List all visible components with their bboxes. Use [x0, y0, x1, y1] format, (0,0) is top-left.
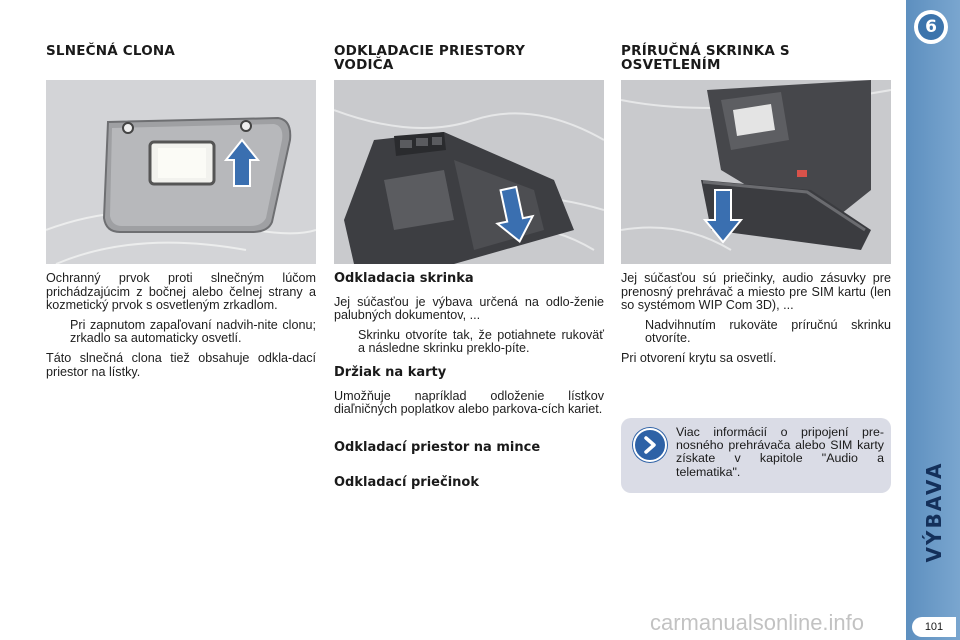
card-holder-heading: Držiak na karty — [334, 364, 447, 380]
sun-visor-bullet-text: Pri zapnutom zapaľovaní nadvih-nite clonu; zrkadlo sa automaticky osvetlí. — [70, 317, 316, 346]
coin-storage-heading: Odkladací priestor na mince — [334, 439, 541, 455]
chapter-number: 6 — [918, 14, 944, 40]
sun-visor-text — [46, 272, 316, 385]
driver-storage-text — [334, 272, 604, 500]
glovebox-intro: Jej súčasťou sú priečinky, audio zásuvky pre prenosný prehrávač a miesto pre SIM kartu (len so systémom WIP Com 3D), ... — [621, 271, 891, 313]
info-box — [621, 418, 891, 493]
storage-box-heading: Odkladacia skrinka — [334, 271, 474, 286]
driver-storage-illustration — [334, 80, 604, 264]
sun-visor-bullet — [46, 319, 316, 346]
storage-box-text: Jej súčasťou je výbava určená na odlo-ženie palubných dokumentov, ... — [334, 294, 604, 323]
sun-visor-intro: Ochranný prvok proti slnečným lúčom prichádzajúcim z bočnej alebo čelnej strany a kozmetický prvok s osvetleným zrkadlom. — [46, 271, 316, 313]
glovebox-note: Pri otvorení krytu sa osvetlí. — [621, 350, 777, 365]
chapter-badge — [914, 10, 948, 44]
chevron-right-icon — [633, 428, 667, 462]
chapter-label: VÝBAVA — [922, 461, 946, 563]
storage-box-bullet-text: Skrinku otvoríte tak, že potiahnete rukoväť a následne skrinku preklo-píte. — [358, 327, 604, 356]
watermark: carmanualsonline.info — [650, 610, 865, 635]
tray-heading: Odkladací priečinok — [334, 475, 479, 491]
sun-visor-note: Táto slnečná clona tiež obsahuje odkla-dací priestor na lístky. — [46, 350, 316, 379]
sun-visor-illustration — [46, 80, 316, 264]
glovebox-bullet-text: Nadvihnutím rukoväte príručnú skrinku otvoríte. — [645, 317, 891, 346]
glovebox-title: PRÍRUČNÁ SKRINKA S OSVETLENÍM — [621, 43, 790, 73]
storage-box-bullet — [334, 329, 604, 356]
page-number: 101 — [912, 617, 956, 637]
card-holder-text: Umožňuje napríklad odloženie lístkov diaľničných poplatkov alebo parkova-cích kariet. — [334, 388, 604, 417]
glovebox-bullet — [621, 319, 891, 346]
glovebox-illustration — [621, 80, 891, 264]
driver-storage-title: ODKLADACIE PRIESTORY VODIČA — [334, 43, 526, 73]
glovebox-text — [621, 272, 891, 372]
info-box-text: Viac informácií o pripojení pre-nosného prehrávača alebo SIM karty získate v kapitole "Audio a telematika". — [676, 425, 884, 479]
sun-visor-title: SLNEČNÁ CLONA — [46, 43, 176, 59]
